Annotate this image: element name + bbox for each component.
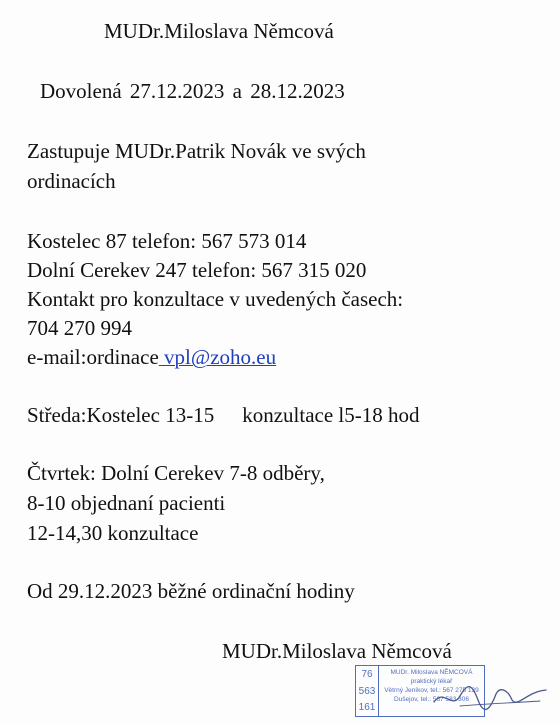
stamp-code-1: 76: [361, 669, 373, 680]
consult-phone: 704 270 994: [27, 316, 132, 340]
stamp-code-2: 563: [358, 685, 376, 697]
signature-name: MUDr.Miloslava Němcová: [222, 639, 452, 663]
handwritten-signature: [430, 670, 550, 715]
kostelec-phone: Kostelec 87 telefon: 567 573 014: [27, 229, 307, 253]
dolni-cerekev-phone: Dolní Cerekev 247 telefon: 567 315 020: [27, 258, 367, 282]
email-prefix: e-mail:ordinace: [27, 345, 159, 369]
regular-hours-notice: Od 29.12.2023 běžné ordinační hodiny: [27, 579, 355, 603]
doctor-name-heading: MUDr.Miloslava Němcová: [104, 19, 334, 43]
wednesday-consultation: konzultace l5-18 hod: [242, 403, 420, 427]
stamp-line-3: Větrný Jeníkov, tel.: 567 275 139: [384, 687, 479, 694]
thursday-line-1: Čtvrtek: Dolní Cerekev 7-8 odběry,: [27, 461, 325, 485]
stamp-line-2: praktický lékař: [410, 678, 453, 685]
wednesday-hours: Středa:Kostelec 13-15: [27, 403, 215, 427]
stamp-codes: [356, 666, 379, 716]
stamp-line-1: MUDr. Miloslava NĚMCOVÁ: [390, 669, 473, 676]
stamp-line-4: Dušejov, tel.: 567 583 306: [393, 696, 470, 703]
wednesday-schedule: [27, 401, 419, 429]
thursday-line-3: 12-14,30 konzultace: [27, 521, 199, 545]
email-link[interactable]: vpl@zoho.eu: [158, 345, 277, 369]
vacation-dates: Dovolená 27.12.2023 a 28.12.2023: [40, 79, 345, 103]
substitute-line-1: Zastupuje MUDr.Patrik Novák ve svých: [27, 139, 366, 163]
consult-contact-intro: Kontakt pro konzultace v uvedených časech:: [27, 287, 404, 311]
email-line: [27, 343, 276, 371]
substitute-line-2: ordinacích: [27, 169, 116, 193]
stamp-code-3: 161: [358, 702, 376, 713]
thursday-line-2: 8-10 objednaní pacienti: [27, 491, 226, 515]
